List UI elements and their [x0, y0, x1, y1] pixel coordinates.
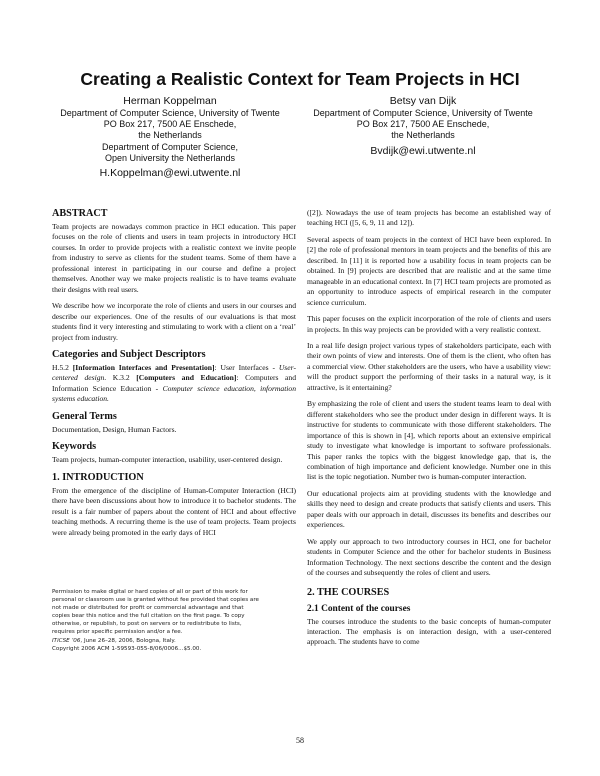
author-email: H.Koppelman@ewi.utwente.nl	[99, 167, 241, 180]
general-terms-heading: General Terms	[52, 410, 117, 422]
page-number: 58	[296, 736, 304, 745]
author-name: Herman Koppelman	[123, 95, 217, 107]
category-term: [Information Interfaces and Presentation]	[72, 362, 215, 372]
content-of-courses-heading: 2.1 Content of the courses	[307, 603, 411, 614]
paper-title: Creating a Realistic Context for Team Projects in HCI	[80, 69, 520, 89]
author-email: Bvdijk@ewi.utwente.nl	[370, 144, 476, 157]
category-subject: User-centered design	[52, 362, 296, 383]
right-column	[307, 208, 551, 654]
permission-line: otherwise, or republish, to post on servers or to redistribute to lists,	[52, 621, 242, 628]
permission-notice	[52, 588, 296, 653]
author-name: Betsy van Dijk	[389, 95, 457, 107]
author-affiliation-line: Department of Computer Science,	[101, 141, 239, 152]
body-paragraph: In a real life design project various types of stakeholders participate, each with their own points of view and interests. One of them is the client, who often has a commercial view. Other stakeholders are the users, who have a usability view: will the product support the performing of their tasks in a natural way, is it attractive, is it entertaining?	[307, 340, 551, 392]
author-affiliation-line: the Netherlands	[391, 130, 455, 141]
left-column	[52, 208, 296, 544]
introduction-paragraph: From the emergence of the discipline of Human-Computer Interaction (HCI) there have been discussions about how to introduce it to bachelor students. The result is a fair number of papers about the content of HCI and about effective teaching methods. A recurring theme is the use of team projects. Team projects were already being promoted in the early days of HCI	[52, 485, 296, 537]
keywords-text: Team projects, human-computer interaction, usability, user-centered design.	[52, 455, 283, 465]
category-subject: Computer science education, information systems education.	[52, 383, 297, 404]
keywords-heading: Keywords	[52, 441, 97, 453]
conference-line	[52, 637, 296, 645]
abstract-heading: ABSTRACT	[52, 208, 108, 219]
category-term: [Computers and Education]	[136, 373, 237, 383]
permission-line: copies bear this notice and the full citation on the first page. To copy	[52, 613, 245, 620]
introduction-heading: 1. INTRODUCTION	[52, 471, 144, 483]
body-paragraph: Several aspects of team projects in the context of HCI have been explored. In [2] the role of professional mentors in team projects and the benefits of this are described. In [11] it is reported how a usability focus in team projects can be obtained. In [9] projects are described that are realistic and at the same time manageable in an educational context. In [7] HCI team projects are promoted as an opportunity to introduce aspects of empirical research in the computer science curriculum.	[307, 234, 551, 307]
categories-text	[52, 363, 296, 405]
body-paragraph: ([2]). Nowadays the use of team projects has become an established way of teaching HCI ([5, 6, 9, 11 and 12]).	[307, 208, 551, 228]
permission-line: personal or classroom use is granted without fee provided that copies are	[52, 597, 259, 604]
author-affiliation-line: the Netherlands	[138, 130, 202, 141]
category-code: . K.3.2	[104, 373, 137, 383]
conference-details: , June 26–28, 2006, Bologna, Italy.	[80, 637, 176, 644]
body-paragraph: This paper focuses on the explicit incorporation of the role of clients and users in projects. In this way projects can be provided with a very realistic context.	[307, 314, 551, 334]
category-separator: : User Interfaces -	[214, 362, 279, 372]
category-code: H.5.2	[52, 362, 73, 372]
author-block-van-dijk	[303, 95, 543, 158]
body-paragraph: We apply our approach to two introductory courses in HCI, one for bachelor students in Computer Science and the other for bachelor students in Business Information Technology. The next sections describe the content and the design of the courses and subsequently the roles of client and users.	[307, 536, 551, 578]
body-paragraph: Our educational projects aim at providing students with the knowledge and skills they need to design and create products that satisfy clients and users. This paper deals with our approach in detail, discusses its benefits and describes our experiences.	[307, 488, 551, 530]
author-affiliation-line: Department of Computer Science, University of Twente	[313, 108, 533, 118]
general-terms-text: Documentation, Design, Human Factors.	[52, 424, 177, 434]
copyright-line: Copyright 2006 ACM 1-59593-055-8/06/0006...$5.00.	[52, 645, 202, 652]
category-separator: : Computers and Information Science Education -	[52, 373, 297, 393]
author-affiliation-line: Department of Computer Science, University of Twente	[60, 108, 280, 118]
conference-name: ITiCSE ’06	[52, 637, 81, 644]
permission-line: not made or distributed for profit or commercial advantage and that	[52, 605, 244, 612]
abstract-paragraph: Team projects are nowadays common practice in HCI education. This paper focuses on the role of clients and users in team projects in introductory HCI courses. In order to provide projects with a realistic context we invite people from industry to serve as clients for the student teams. Some of them have a professional interest in participating in our course and define a project themselves. Another way we make projects realistic is to have teams evaluate their designs with real users.	[52, 222, 296, 294]
author-affiliation-line: PO Box 217, 7500 AE Enschede,	[356, 119, 490, 130]
body-paragraph: By emphasizing the role of client and users the student teams learn to deal with different stakeholders who see the product under design in different ways. It is instructive for students to communicate with those different stakeholders. The importance of this is shown in [4], which reports about an extensive empirical study to investigate what knowledge is important to software professionals. This paper ranks the topics with the biggest knowledge gap, that is, the combination of high importance and deficient knowledge. Number one in this list is the topic negotiation. Number two is human-computer interaction.	[307, 399, 551, 482]
author-affiliation-line: PO Box 217, 7500 AE Enschede,	[103, 119, 237, 130]
courses-heading: 2. THE COURSES	[307, 586, 390, 598]
categories-heading: Categories and Subject Descriptors	[52, 348, 206, 360]
permission-line: requires prior specific permission and/or a fee.	[52, 629, 183, 636]
abstract-paragraph: We describe how we incorporate the role of clients and users in our courses and describe our experiences. One of the results of our evaluations is that most students find it very interesting and stimulating to work with a client on a ‘real’ project from industry.	[52, 301, 296, 342]
author-affiliation-line: Open University the Netherlands	[104, 152, 236, 163]
author-block-koppelman	[50, 95, 290, 180]
body-paragraph: The courses introduce the students to the basic concepts of human-computer interaction. The emphasis is on interaction design, with a user-centered approach. The students have to come	[307, 616, 551, 647]
permission-line: Permission to make digital or hard copies of all or part of this work for	[52, 589, 248, 595]
